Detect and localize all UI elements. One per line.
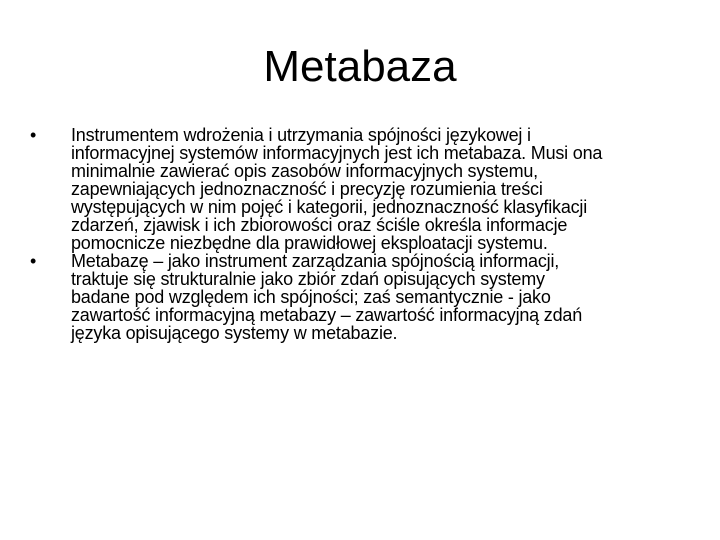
- bullet-line: zdarzeń, zjawisk i ich zbiorowości oraz ściśle określa informacje: [71, 215, 568, 235]
- bullet-line: występujących w nim pojęć i kategorii, jednoznaczność klasyfikacji: [71, 197, 588, 217]
- bullet-line: pomocnicze niezbędne dla prawidłowej eksploatacji systemu.: [71, 233, 548, 253]
- bullet-line: informacyjnej systemów informacyjnych jest ich metabaza. Musi ona: [71, 143, 603, 163]
- bullet-line: traktuje się strukturalnie jako zbiór zdań opisujących systemy: [71, 269, 545, 289]
- bullet-icon: •: [30, 251, 37, 271]
- bullet-list: [30, 126, 690, 342]
- bullet-line: minimalnie zawierać opis zasobów informacyjnych systemu,: [71, 161, 538, 181]
- bullet-line: języka opisującego systemy w metabazie.: [71, 323, 398, 343]
- slide-title: Metabaza: [263, 42, 457, 91]
- bullet-line: Instrumentem wdrożenia i utrzymania spójności językowej i: [71, 125, 531, 145]
- bullet-item-1: [30, 126, 690, 252]
- bullet-icon: •: [30, 125, 37, 145]
- bullet-item-2: [30, 252, 690, 342]
- bullet-line: badane pod względem ich spójności; zaś semantycznie - jako: [71, 287, 551, 307]
- bullet-line: zapewniających jednoznaczność i precyzję rozumienia treści: [71, 179, 543, 199]
- bullet-line: zawartość informacyjną metabazy – zawartość informacyjną zdań: [71, 305, 583, 325]
- bullet-line: Metabazę – jako instrument zarządzania spójnością informacji,: [71, 251, 560, 271]
